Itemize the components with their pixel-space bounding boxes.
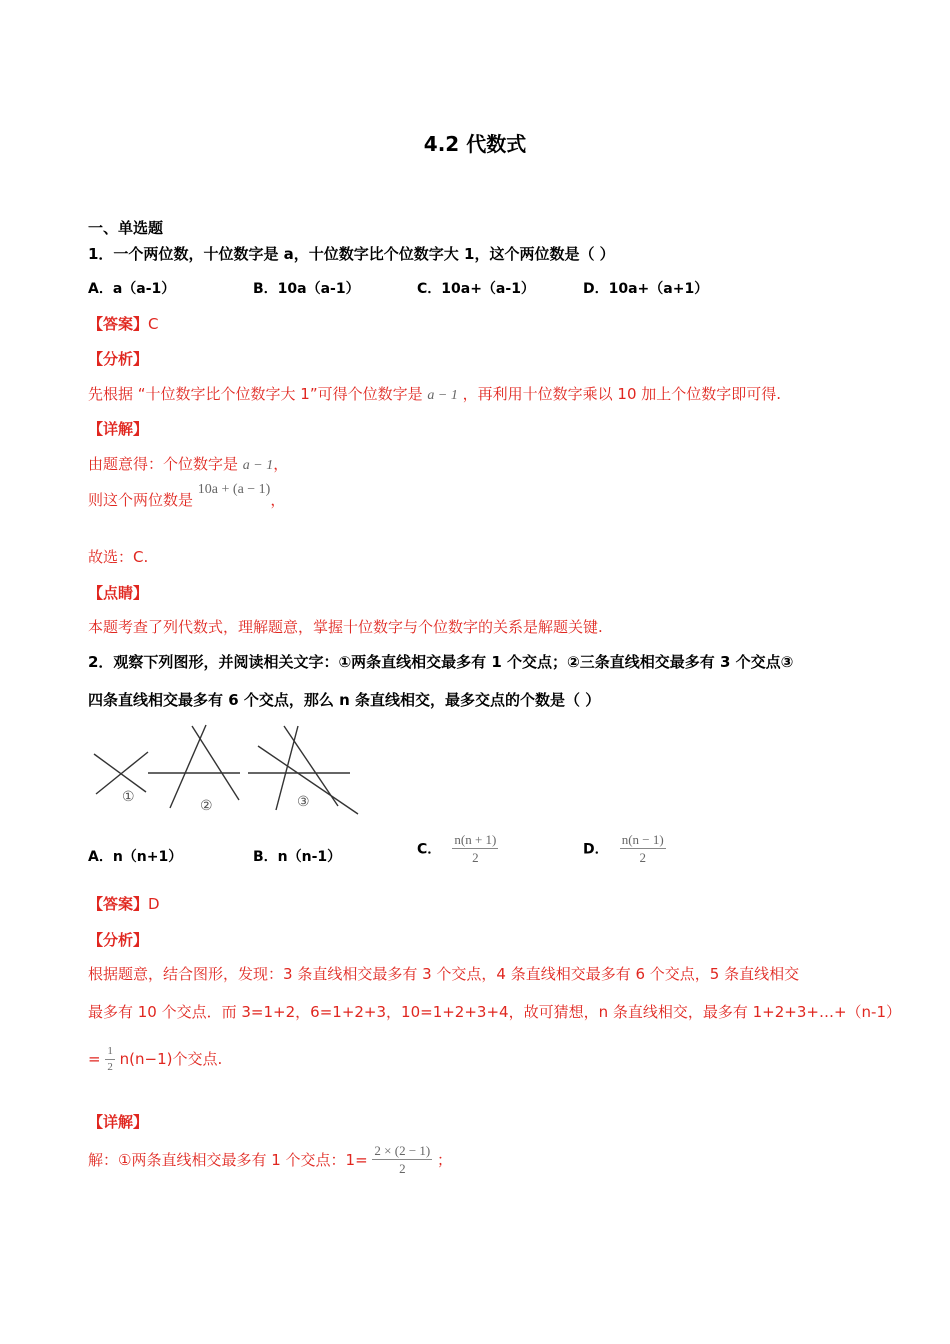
q2-analysis-line3 [88, 1045, 222, 1074]
fig3-line-a [284, 726, 338, 806]
q2-option-b: B．n（n-1） [253, 849, 342, 865]
q1-comment-label: 【点睛】 [88, 584, 149, 602]
page-title: 4.2 代数式 [423, 132, 527, 156]
q1-detail1-post: ， [273, 455, 289, 473]
q1-analysis-post: ，再利用十位数字乘以 10 加上个位数字即可得. [462, 385, 782, 403]
q1-option-d: D．10a+（a+1） [583, 281, 709, 297]
section-heading: 一、单选题 [88, 219, 164, 237]
q2-analysis-line1: 根据题意，结合图形，发现：3 条直线相交最多有 3 个交点，4 条直线相交最多有 6 个交点，5 条直线相交 [88, 965, 800, 983]
q1-detail1-math: a − 1 [242, 458, 274, 473]
q2-detail1-fraction [372, 1143, 432, 1176]
q2-analysis-line3-pre: = [88, 1050, 101, 1068]
q1-option-a: A．a（a-1） [88, 281, 176, 297]
q2-answer-label: 【答案】 [88, 895, 149, 913]
q2-analysis-fraction [105, 1045, 115, 1074]
q2-analysis-frac-num: 1 [105, 1045, 115, 1060]
q1-analysis-text [88, 383, 781, 404]
q2-detail1-num: 2 × (2 − 1) [374, 1143, 431, 1158]
q1-detail2-pre: 则这个两位数是 [88, 491, 194, 509]
q2-option-d-num: n(n − 1) [621, 832, 664, 847]
q2-option-d [583, 832, 666, 865]
q2-analysis-label: 【分析】 [88, 931, 149, 949]
q2-option-c-num: n(n + 1) [454, 832, 497, 847]
q1-answer-label: 【答案】 [88, 315, 149, 333]
q2-detail1-post: ； [437, 1151, 453, 1169]
q1-stem: 1．一个两位数，十位数字是 a，十位数字比个位数字大 1，这个两位数是（ ） [88, 245, 615, 263]
q1-detail-line3: 故选：C. [88, 548, 149, 566]
q2-analysis-line3-post: n(n−1)个交点. [119, 1050, 223, 1068]
q2-option-c-den: 2 [472, 850, 479, 865]
q2-analysis-frac-den: 2 [107, 1061, 113, 1073]
q2-detail-label: 【详解】 [88, 1113, 149, 1131]
fig3-line-b [276, 726, 298, 810]
q1-analysis-pre: 先根据 “十位数字比个位数字大 1”可得个位数字是 [88, 385, 423, 403]
q2-option-a: A．n（n+1） [88, 849, 183, 865]
q1-comment: 本题考查了列代数式，理解题意，掌握十位数字与个位数字的关系是解题关键. [88, 618, 603, 636]
q1-analysis-label: 【分析】 [88, 350, 149, 368]
fig3-label: ③ [297, 795, 310, 810]
lines-figure [88, 718, 368, 818]
q2-option-d-fraction [620, 832, 666, 865]
q1-answer [88, 313, 159, 334]
fig1-label: ① [122, 790, 135, 805]
q1-option-b: B．10a（a-1） [253, 281, 360, 297]
q1-detail2-post: ， [270, 491, 286, 509]
q2-detail1-pre: 解：①两条直线相交最多有 1 个交点：1= [88, 1151, 368, 1169]
q2-analysis-line2: 最多有 10 个交点．而 3=1+2，6=1+2+3，10=1+2+3+4，故可猜想，n 条直线相交，最多有 1+2+3+…+（n-1） [88, 1003, 901, 1021]
q1-analysis-math: a − 1 [427, 388, 458, 403]
q2-stem-line2: 四条直线相交最多有 6 个交点，那么 n 条直线相交，最多交点的个数是（ ） [88, 691, 601, 709]
q1-detail-line2 [88, 482, 286, 510]
q1-detail-label: 【详解】 [88, 420, 149, 438]
q1-detail1-pre: 由题意得：个位数字是 [88, 455, 239, 473]
q2-detail1-den: 2 [399, 1161, 406, 1176]
q2-stem-line1: 2．观察下列图形，并阅读相关文字：①两条直线相交最多有 1 个交点；②三条直线相交最多有 3 个交点③ [88, 653, 794, 671]
q2-option-d-den: 2 [639, 850, 646, 865]
q2-option-c [417, 832, 498, 865]
q2-answer [88, 893, 160, 914]
q2-option-c-label: C． [417, 841, 442, 858]
q1-option-c: C．10a+（a-1） [417, 281, 535, 297]
q2-option-c-fraction [452, 832, 498, 865]
fig2-line-b [170, 725, 206, 808]
q2-option-d-label: D． [583, 841, 609, 858]
q2-answer-value: D [148, 895, 160, 913]
q1-detail2-math: 10a + (a − 1) [197, 482, 271, 497]
q1-detail-line1 [88, 453, 288, 474]
q2-detail-line1 [88, 1143, 452, 1176]
fig2-line-a [192, 726, 239, 800]
q1-answer-value: C [148, 315, 159, 333]
fig2-label: ② [200, 799, 213, 814]
